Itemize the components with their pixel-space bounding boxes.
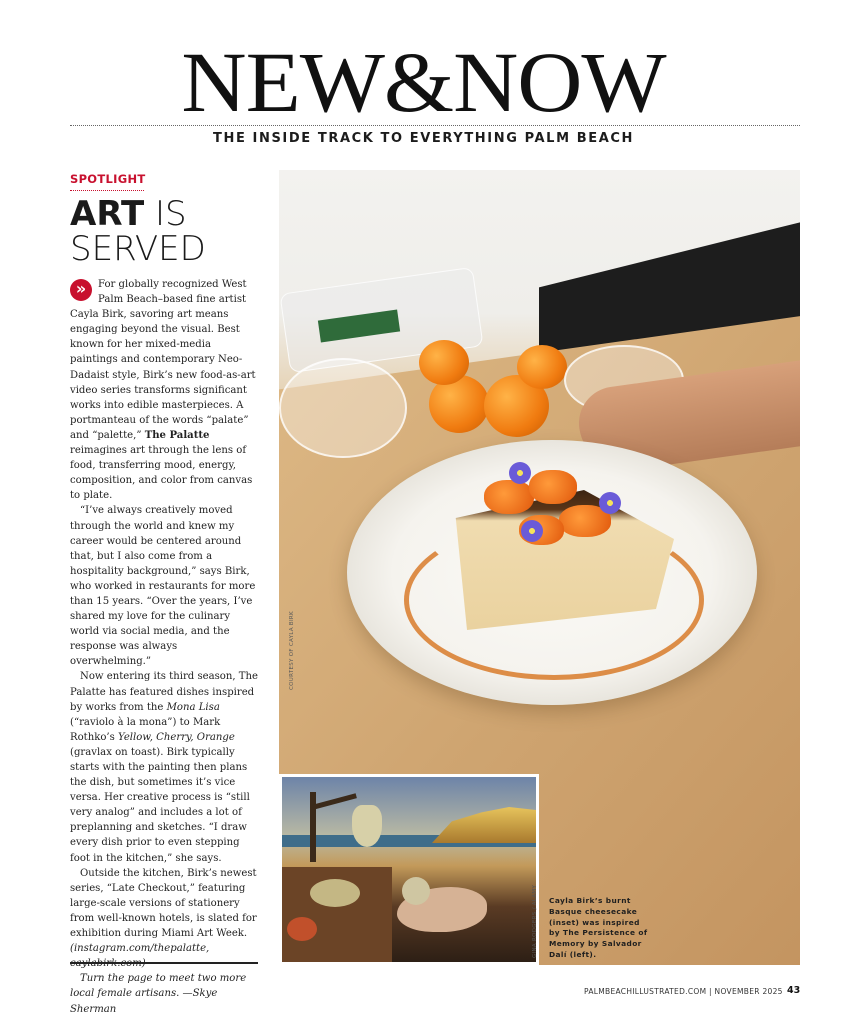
edible-flower — [509, 462, 531, 484]
section-kicker: SPOTLIGHT — [70, 172, 146, 186]
masthead-title: NEW&NOW — [181, 34, 666, 130]
article-body — [70, 277, 260, 1017]
orange-segment — [529, 470, 577, 504]
paragraph-3: Now entering its third season, The Palatte has featured dishes inspired by works from the Mona Lisa (“raviolo à la mona”) to Mark Rothko’s Yellow, Cherry, Orange (gravlax on toast). Birk typically starts with the painting then plans the dish, but sometimes it’s vice versa. Her creative process is “still very analog” and includes a lot of preplanning and sketches. “I draw every dish prior to even stepping foot in the kitchen,” she says. — [70, 671, 258, 864]
masthead-divider — [70, 125, 800, 126]
footer-folio: PALMBEACHILLUSTRATED.COM | NOVEMBER 2025 — [584, 987, 783, 996]
melting-clock — [310, 879, 360, 907]
cliffs — [432, 807, 539, 843]
headline-served: SERVED — [70, 229, 206, 269]
pocket-watch — [287, 917, 317, 941]
paragraph-1: » For globally recognized West Palm Beach–based fine artist Cayla Birk, savoring art means engaging beyond the visual. Best known for her mixed-media paintings and contemporary Neo-Dadaist style, Birk’s new food-as-art video series transforms significant works into edible masterpieces. A portmanteau of the words “palate” and “palette,” The Palatte reimagines art through the lens of food, transferring mood, energy, composition, and color from canvas to plate. — [70, 277, 260, 503]
headline-is: IS — [144, 194, 187, 234]
main-photo-credit: COURTESY OF CAYLA BIRK — [289, 611, 295, 690]
orange-segment — [484, 480, 534, 514]
headline-bold: ART — [70, 194, 145, 234]
article-end-rule — [70, 962, 258, 964]
dead-tree — [310, 792, 316, 862]
dali-painting-inset — [279, 774, 539, 965]
paragraph-2: “I’ve always creatively moved through the world and knew my career would be centered around that, but I also come from a hospitality background,” says Birk, who worked in restaurants for more than 15 years. “Over the years, I’ve shared my love for the culinary world via social media, and the response was always overwhelming.” — [70, 505, 256, 668]
article-headline — [70, 194, 270, 269]
melting-clock — [402, 877, 430, 905]
masthead-tagline: THE INSIDE TRACK TO EVERYTHING PALM BEACH — [213, 131, 634, 146]
edible-flower — [599, 492, 621, 514]
series-name: The Palatte — [144, 429, 210, 441]
paragraph-4: Outside the kitchen, Birk’s newest series, “Late Checkout,” featuring large-scale versions of stationery from well-known hotels, is slated for exhibition during Miami Art Week. (instagram.com/thepalatte, caylabirk.com) — [70, 867, 257, 970]
page-number: 43 — [787, 985, 801, 996]
photo-caption: Cayla Birk’s burnt Basque cheesecake (inset) was inspired by The Persistence of Memory by Salvador Dalí (left). — [549, 896, 648, 959]
melting-clock — [352, 805, 382, 847]
paragraph-5: Turn the page to meet two more local female artisans. —Skye Sherman — [70, 973, 247, 1015]
inset-credit: GINA RODGERS / ALAMY — [532, 884, 538, 958]
arrow-bullet-icon — [70, 279, 92, 301]
kicker-underline — [70, 190, 144, 191]
clementine — [517, 345, 567, 389]
glass-bowl-left — [279, 358, 407, 458]
clementine — [419, 340, 469, 385]
web-links: (instagram.com/thepalatte, caylabirk.com) — [70, 943, 210, 970]
edible-flower — [521, 520, 543, 542]
